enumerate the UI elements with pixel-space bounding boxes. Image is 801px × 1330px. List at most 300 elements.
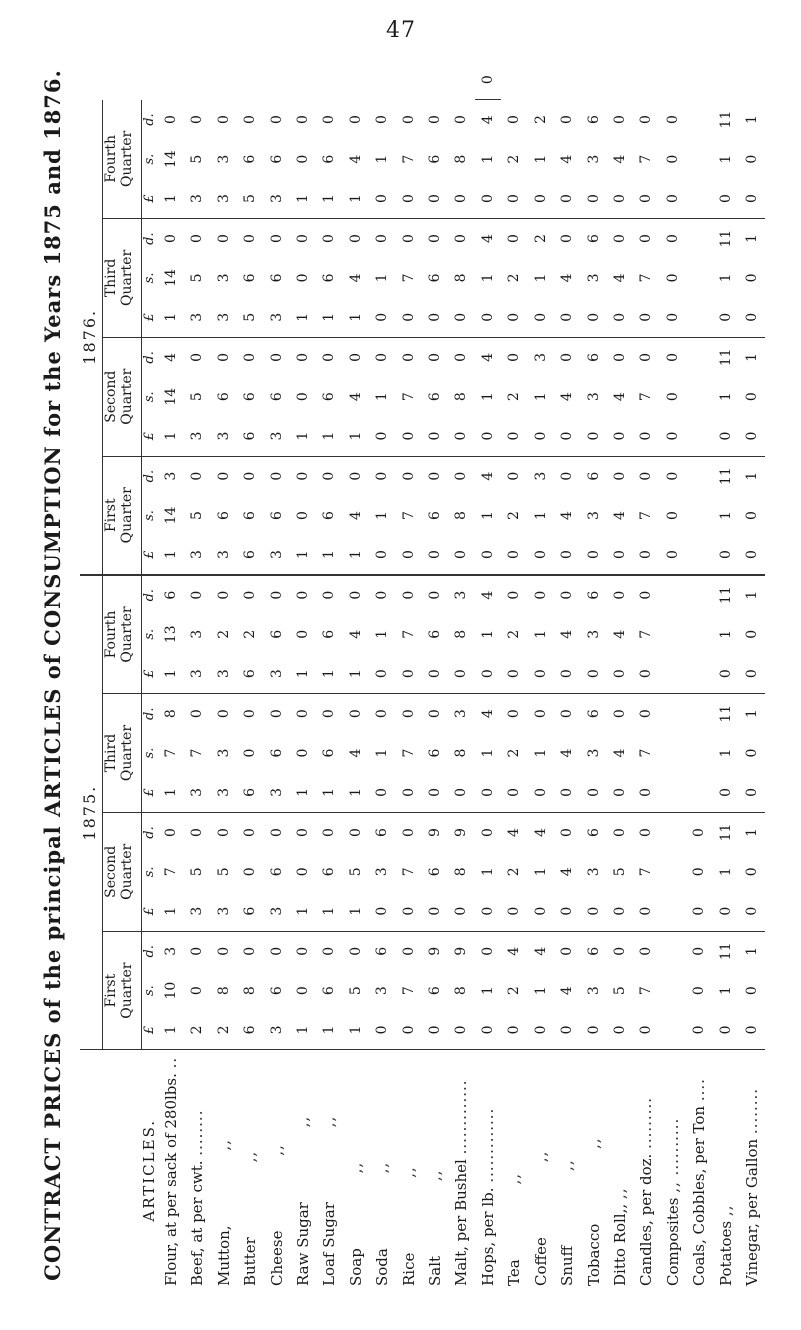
price-cell: 0: [321, 471, 338, 481]
price-cell: 0: [295, 986, 312, 996]
unit-label: s.: [142, 747, 157, 759]
price-cell: 0: [400, 590, 417, 600]
price-cell: 0: [633, 773, 659, 813]
price-cell: 6: [215, 392, 232, 402]
price-cell: 0: [396, 654, 422, 694]
unit-label: d.: [142, 469, 157, 483]
price-cell: 2: [506, 986, 523, 996]
price-cell: 4: [559, 154, 576, 164]
price-cell: 0: [295, 629, 312, 639]
price-cell: 0: [528, 179, 554, 219]
price-cell: 4: [559, 629, 576, 639]
article-cell: [633, 1050, 659, 1290]
price-cell: [660, 733, 686, 773]
article-leader-dots: .............: [478, 1107, 497, 1183]
price-cell: 3: [585, 986, 602, 996]
article-name: Composites: [663, 1197, 682, 1286]
price-cell: 0: [215, 828, 232, 837]
price-cell: 0: [664, 115, 681, 125]
price-cell: 0: [739, 892, 765, 932]
price-cell: 0: [611, 946, 628, 956]
price-cell: 0: [743, 629, 760, 639]
price-cell: 0: [448, 773, 474, 813]
quarter-header: First Quarter: [103, 931, 142, 1050]
table-row: [237, 60, 263, 1290]
price-cell: 1: [158, 417, 184, 457]
price-cell: 6: [237, 535, 263, 575]
price-cell: [686, 258, 712, 298]
price-cell: 1: [343, 298, 369, 338]
price-cell: [686, 773, 712, 813]
price-cell: 0: [453, 234, 470, 244]
price-cell: 0: [369, 773, 395, 813]
price-cell: 4: [347, 748, 364, 758]
price-cell: 0: [427, 234, 444, 244]
price-cell: 1: [295, 1025, 312, 1035]
price-cell: 0: [475, 773, 501, 813]
price-cell: 0: [581, 535, 607, 575]
price-cell: 0: [713, 417, 739, 457]
price-cell: 5: [189, 867, 206, 877]
price-cell: 0: [422, 773, 448, 813]
price-cell: 0: [396, 179, 422, 219]
price-cell: 0: [268, 234, 285, 244]
article-leader-dots: ,,: [214, 1139, 233, 1151]
article-cell: [237, 1050, 263, 1290]
price-cell: 0: [400, 1025, 417, 1035]
price-cell: 0: [559, 234, 576, 244]
price-cell: 1: [479, 748, 496, 758]
price-cell: 13: [163, 625, 179, 644]
price-cell: 0: [554, 654, 580, 694]
price-cell: 11: [717, 110, 734, 129]
price-cell: 0: [611, 234, 628, 244]
price-cell: 3: [264, 654, 290, 694]
price-cell: 0: [528, 773, 554, 813]
price-cell: 1: [479, 392, 496, 402]
price-cell: 7: [638, 392, 655, 402]
price-cell: 0: [295, 273, 312, 283]
price-cell: 7: [400, 629, 417, 639]
price-cell: 0: [611, 115, 628, 125]
price-cell: 0: [295, 709, 312, 719]
article-cell: [211, 1050, 237, 1290]
unit-label: s.: [142, 272, 157, 284]
price-cell: 0: [633, 417, 659, 457]
price-cell: 1: [374, 511, 391, 520]
price-cell: 0: [506, 352, 523, 362]
price-cell: 0: [215, 471, 232, 481]
price-cell: 4: [532, 946, 549, 956]
price-cell: 0: [713, 654, 739, 694]
price-cell: 4: [479, 352, 496, 362]
price-cell: 0: [506, 115, 523, 125]
price-cell: 5: [237, 298, 263, 338]
article-name: Malt, per Bushel: [452, 1159, 471, 1286]
price-cell: 3: [532, 352, 549, 362]
page-number: 47: [386, 18, 416, 43]
table-row: [343, 60, 369, 1290]
price-cell: 11: [717, 586, 734, 605]
article-name: Flour, at per sack of 280lbs.: [162, 1073, 180, 1286]
price-cell: 0: [268, 946, 285, 956]
price-cell: 0: [559, 590, 576, 600]
price-cell: 11: [717, 229, 734, 248]
price-cell: 0: [554, 417, 580, 457]
price-cell: [660, 1010, 686, 1050]
article-cell: [528, 1050, 554, 1290]
price-cell: 6: [427, 392, 444, 402]
price-cell: 0: [295, 352, 312, 362]
price-cell: 0: [739, 773, 765, 813]
price-cell: 1: [158, 773, 184, 813]
price-cell: 11: [717, 467, 734, 486]
price-cell: 0: [215, 946, 232, 956]
price-cell: 0: [448, 298, 474, 338]
price-cell: 3: [211, 654, 237, 694]
article-name: Coffee: [531, 1237, 550, 1286]
price-cell: 0: [422, 892, 448, 932]
article-name: Cheese: [267, 1230, 286, 1286]
article-leader-dots: .............: [452, 1079, 471, 1155]
price-cell: 0: [321, 709, 338, 719]
price-cell: 4: [479, 234, 496, 244]
price-cell: 2: [532, 115, 549, 125]
price-cell: 8: [453, 986, 470, 996]
price-cell: [660, 575, 686, 615]
price-cell: 9: [427, 946, 444, 956]
table-row: [184, 60, 210, 1290]
price-cell: 6: [374, 946, 391, 956]
price-cell: 0: [528, 892, 554, 932]
price-cell: 0: [374, 709, 391, 719]
price-cell: 6: [427, 629, 444, 639]
price-cell: 4: [479, 709, 496, 719]
price-cell: 0: [475, 535, 501, 575]
price-cell: 6: [268, 273, 285, 283]
price-cell: 4: [559, 392, 576, 402]
unit-label: £: [142, 298, 159, 338]
price-cell: 2: [532, 234, 549, 244]
article-cell: [607, 1050, 633, 1290]
price-cell: 0: [660, 298, 686, 338]
quarter-header: Third Quarter: [103, 694, 142, 813]
price-cell: 0: [638, 115, 655, 125]
price-cell: 0: [664, 392, 681, 402]
price-cell: 0: [215, 234, 232, 244]
price-cell: 3: [184, 417, 210, 457]
price-cell: 1: [479, 511, 496, 520]
price-cell: 0: [453, 115, 470, 125]
price-cell: 1: [717, 273, 734, 283]
price-cell: 0: [581, 179, 607, 219]
price-cell: 1: [743, 234, 760, 244]
price-cell: 0: [215, 115, 232, 125]
table-row: [581, 60, 607, 1290]
price-cell: [686, 100, 712, 140]
price-cell: 1: [343, 179, 369, 219]
price-cell: 1: [374, 629, 391, 639]
price-cell: 0: [743, 392, 760, 402]
price-cell: 6: [268, 154, 285, 164]
price-cell: 0: [268, 590, 285, 600]
price-cell: 0: [638, 828, 655, 837]
price-cell: 6: [268, 867, 285, 877]
table-row: [660, 60, 686, 1290]
price-cell: 1: [374, 748, 391, 758]
article-leader-dots: ,,: [294, 1115, 313, 1128]
price-cell: 0: [475, 298, 501, 338]
unit-label: d.: [142, 232, 157, 245]
price-cell: 1: [290, 654, 316, 694]
price-cell: 4: [347, 511, 364, 520]
price-cell: 1: [717, 748, 734, 758]
price-cell: 0: [664, 352, 681, 362]
price-cell: 0: [427, 352, 444, 362]
price-cell: 0: [268, 115, 285, 125]
price-cell: 3: [163, 471, 179, 481]
price-cell: 0: [739, 298, 765, 338]
price-cell: 3: [184, 654, 210, 694]
price-cell: 1: [290, 179, 316, 219]
price-cell: 0: [396, 892, 422, 932]
price-cell: 0: [295, 511, 312, 520]
quarter-header: Second Quarter: [103, 337, 142, 456]
article-name: Coals, Cobbles, per Ton: [690, 1105, 709, 1286]
price-cell: 0: [475, 417, 501, 457]
price-cell: 3: [211, 535, 237, 575]
price-cell: 0: [743, 511, 760, 520]
price-cell: [686, 219, 712, 259]
price-cell: 8: [215, 986, 232, 996]
article-name: Tobacco: [584, 1223, 603, 1286]
article-cell: [264, 1050, 290, 1290]
price-cell: 0: [369, 892, 395, 932]
articles-header: ARTICLES.: [80, 1050, 158, 1290]
price-cell: 5: [237, 179, 263, 219]
price-cell: 14: [163, 506, 179, 525]
article-name: Soda: [373, 1248, 392, 1286]
price-cell: 0: [422, 298, 448, 338]
price-cell: 0: [528, 417, 554, 457]
article-cell: [422, 1050, 448, 1290]
price-cell: 0: [611, 709, 628, 719]
price-cell: 0: [559, 946, 576, 956]
price-cell: 0: [501, 417, 527, 457]
price-cell: 7: [400, 511, 417, 520]
article-cell: [448, 1050, 474, 1290]
price-cell: 6: [585, 828, 602, 837]
article-cell: [158, 1050, 184, 1290]
price-cell: 0: [581, 892, 607, 932]
price-cell: 7: [638, 867, 655, 877]
price-cell: 7: [163, 867, 179, 877]
price-cell: 0: [559, 1025, 576, 1035]
price-cell: 0: [347, 709, 364, 719]
price-cell: 0: [268, 352, 285, 362]
price-cell: [660, 694, 686, 734]
table-row: [422, 60, 448, 1290]
price-cell: 3: [585, 748, 602, 758]
price-cell: 6: [321, 154, 338, 164]
price-cell: 1: [532, 748, 549, 758]
article-name: Beef, at per cwt.: [188, 1160, 207, 1286]
table-row: [501, 60, 527, 1290]
price-cell: 0: [664, 234, 681, 244]
price-cell: 0: [242, 590, 259, 600]
price-cell: 0: [347, 946, 364, 956]
article-cell: [739, 1050, 765, 1290]
price-cell: 0: [374, 590, 391, 600]
price-cell: 0: [532, 1025, 549, 1035]
price-cell: 0: [321, 234, 338, 244]
price-cell: 3: [184, 892, 210, 932]
price-cell: 1: [532, 392, 549, 402]
unit-label: d.: [142, 113, 157, 126]
unit-label: d.: [142, 945, 157, 958]
price-cell: 2: [506, 629, 523, 639]
table-row: [290, 60, 316, 1290]
article-leader-dots: ..: [162, 1056, 180, 1069]
article-name: Rice: [399, 1252, 418, 1286]
price-cell: 1: [743, 115, 760, 125]
price-cell: 2: [189, 1025, 206, 1035]
price-cell: [686, 654, 712, 694]
price-cell: 0: [163, 828, 179, 837]
price-cell: 0: [611, 1025, 628, 1035]
article-leader-dots: ,,: [241, 1150, 260, 1163]
price-cell: 1: [290, 535, 316, 575]
price-cell: 0: [528, 654, 554, 694]
price-cell: [686, 694, 712, 734]
price-cell: 4: [611, 273, 628, 283]
price-cell: 1: [290, 298, 316, 338]
price-cell: 0: [321, 828, 338, 837]
price-cell: 4: [347, 392, 364, 402]
price-cell: 0: [475, 892, 501, 932]
price-cell: 3: [264, 535, 290, 575]
price-cell: 0: [295, 392, 312, 402]
price-cell: 1: [743, 471, 760, 481]
price-cell: 1: [343, 773, 369, 813]
article-leader-dots: ,,: [399, 1166, 418, 1178]
price-cell: 1: [532, 629, 549, 639]
price-cell: 0: [189, 986, 206, 996]
price-cell: 2: [506, 867, 523, 877]
price-cell: 1: [717, 154, 734, 164]
article-name: Candles, per doz.: [637, 1153, 656, 1286]
price-cell: 1: [479, 154, 496, 164]
price-cell: 0: [554, 535, 580, 575]
price-cell: 0: [713, 298, 739, 338]
price-cell: 3: [184, 535, 210, 575]
price-cell: 6: [237, 417, 263, 457]
price-cell: 6: [237, 654, 263, 694]
unit-label: d.: [142, 826, 157, 839]
price-cell: 0: [374, 471, 391, 481]
price-cell: 0: [554, 179, 580, 219]
price-cell: 8: [453, 511, 470, 520]
price-cell: 5: [347, 986, 364, 996]
price-cell: 0: [163, 115, 179, 125]
article-cell: [686, 1050, 712, 1290]
price-cell: 4: [347, 273, 364, 283]
price-cell: 0: [427, 1025, 444, 1035]
unit-label: s.: [142, 391, 157, 403]
price-cell: 0: [581, 773, 607, 813]
table-row: [475, 60, 501, 1290]
price-cell: 0: [638, 1025, 655, 1035]
article-leader-dots: ,,: [373, 1161, 392, 1174]
price-cell: 0: [743, 154, 760, 164]
price-cell: 0: [479, 946, 496, 956]
price-cell: 0: [347, 352, 364, 362]
price-cell: 3: [264, 179, 290, 219]
price-cell: 0: [347, 828, 364, 837]
table-row: [686, 60, 712, 1290]
price-cell: 1: [717, 867, 734, 877]
price-cell: 3: [215, 748, 232, 758]
price-cell: 6: [268, 511, 285, 520]
price-cell: 6: [321, 392, 338, 402]
price-cell: 1: [717, 986, 734, 996]
price-cell: 0: [528, 298, 554, 338]
price-cell: 4: [532, 828, 549, 837]
price-cell: 0: [585, 1025, 602, 1035]
price-cell: 3: [532, 471, 549, 481]
article-leader-dots: ,,: [320, 1115, 339, 1128]
price-cell: 5: [189, 273, 206, 283]
price-cell: 7: [638, 511, 655, 520]
price-cell: 3: [184, 179, 210, 219]
price-cell: 0: [501, 892, 527, 932]
price-cell: 6: [427, 867, 444, 877]
table-row: [448, 60, 474, 1290]
price-cell: [686, 614, 712, 654]
price-cell: 9: [453, 946, 470, 956]
price-cell: 8: [242, 986, 259, 996]
price-cell: 9: [453, 828, 470, 837]
price-cell: 0: [448, 417, 474, 457]
price-cell: 0: [475, 179, 501, 219]
price-cell: 1: [343, 535, 369, 575]
price-cell: 11: [717, 942, 734, 961]
price-cell: 4: [479, 115, 496, 125]
article-leader-dots: ,,: [716, 1204, 735, 1217]
price-cell: 0: [743, 748, 760, 758]
table-row: [264, 60, 290, 1290]
price-cell: 4: [559, 748, 576, 758]
price-cell: 0: [713, 535, 739, 575]
price-cell: 6: [585, 471, 602, 481]
price-cell: 0: [448, 179, 474, 219]
price-cell: 0: [559, 709, 576, 719]
price-cell: [686, 139, 712, 179]
price-cell: 1: [158, 535, 184, 575]
price-cell: 9: [427, 828, 444, 837]
price-cell: 3: [163, 946, 179, 956]
price-cell: 0: [532, 709, 549, 719]
price-cell: 0: [713, 892, 739, 932]
article-cell: [554, 1050, 580, 1290]
price-cell: 0: [739, 654, 765, 694]
price-cell: 6: [242, 511, 259, 520]
price-cell: 0: [607, 654, 633, 694]
price-cell: 0: [713, 179, 739, 219]
article-leader-dots: ........: [188, 1109, 207, 1156]
quarter-header: Third Quarter: [103, 219, 142, 338]
table-row: [739, 60, 765, 1290]
